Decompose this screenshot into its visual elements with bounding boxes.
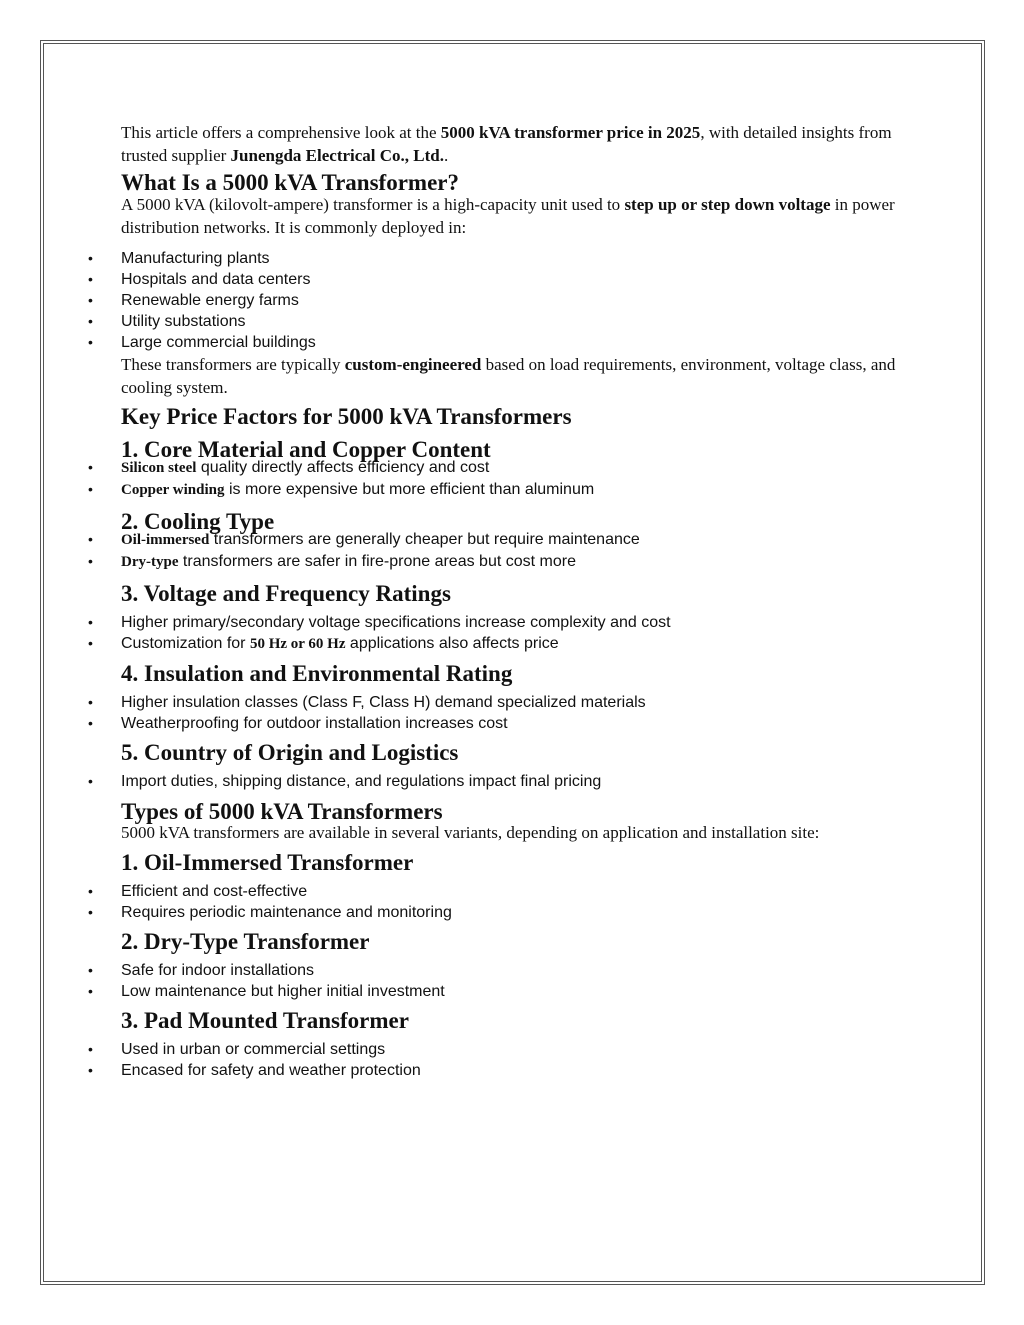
what-paragraph bbox=[0, 193, 1024, 239]
bullet-icon: • bbox=[88, 531, 93, 547]
list-item-text: Used in urban or commercial settings bbox=[121, 1041, 386, 1058]
intro-text-mid: , with detailed insights from trusted supplier bbox=[121, 123, 892, 165]
list-item-text: Low maintenance but higher initial investment bbox=[121, 983, 445, 1000]
list-item bbox=[0, 692, 1024, 713]
list-item bbox=[0, 551, 1024, 573]
list-item bbox=[0, 1039, 1024, 1060]
bullet-icon: • bbox=[88, 1041, 93, 1057]
list-item-bold: Silicon steel bbox=[121, 460, 197, 476]
list-item bbox=[0, 633, 1024, 655]
list-item-text: Large commercial buildings bbox=[121, 334, 316, 351]
bullet-icon: • bbox=[88, 334, 93, 350]
list-item-text: Efficient and cost-effective bbox=[121, 883, 308, 900]
country-origin-list bbox=[0, 771, 1024, 792]
what-bold: step up or step down voltage bbox=[624, 195, 831, 214]
heading-oil-immersed: 1. Oil-Immersed Transformer bbox=[121, 850, 414, 875]
list-item-text: is more expensive but more efficient than aluminum bbox=[224, 481, 595, 498]
heading-cooling-type: 2. Cooling Type bbox=[121, 509, 275, 534]
list-item-bold: 50 Hz or 60 Hz bbox=[249, 636, 346, 652]
bullet-icon: • bbox=[88, 904, 93, 920]
bullet-icon: • bbox=[88, 614, 93, 630]
list-item bbox=[0, 612, 1024, 633]
list-item-text: Requires periodic maintenance and monitoring bbox=[121, 904, 452, 921]
bullet-icon: • bbox=[88, 292, 93, 308]
bullet-icon: • bbox=[88, 250, 93, 266]
dry-type-list bbox=[0, 960, 1024, 1002]
list-item-text: transformers are safer in fire-prone areas but cost more bbox=[178, 553, 576, 570]
bullet-icon: • bbox=[88, 313, 93, 329]
note-text-end: based on load requirements, environment, voltage class, and cooling system. bbox=[121, 355, 896, 397]
list-item bbox=[0, 771, 1024, 792]
bullet-icon: • bbox=[88, 773, 93, 789]
what-text: A 5000 kVA (kilovolt-ampere) transformer is a high-capacity unit used to bbox=[121, 195, 625, 214]
bullet-icon: • bbox=[88, 1062, 93, 1078]
note-bold: custom-engineered bbox=[344, 355, 482, 374]
intro-text-end: . bbox=[444, 146, 449, 165]
list-item-text: Renewable energy farms bbox=[121, 292, 299, 309]
list-item-text: Hospitals and data centers bbox=[121, 271, 311, 288]
bullet-icon: • bbox=[88, 481, 93, 497]
heading-voltage-frequency: 3. Voltage and Frequency Ratings bbox=[121, 581, 451, 606]
bullet-icon: • bbox=[88, 459, 93, 475]
heading-types: Types of 5000 kVA Transformers bbox=[121, 799, 443, 824]
list-item bbox=[0, 1060, 1024, 1081]
list-item-text: Higher primary/secondary voltage specifications increase complexity and cost bbox=[121, 614, 671, 631]
voltage-frequency-list bbox=[0, 612, 1024, 655]
bullet-icon: • bbox=[88, 983, 93, 999]
list-item-text: Customization for bbox=[121, 635, 250, 652]
list-item-text: Higher insulation classes (Class F, Class H) demand specialized materials bbox=[121, 694, 646, 711]
note-text: These transformers are typically bbox=[121, 355, 345, 374]
list-item bbox=[0, 457, 1024, 479]
pad-mounted-list bbox=[0, 1039, 1024, 1081]
list-item-text: Utility substations bbox=[121, 313, 246, 330]
list-item bbox=[0, 981, 1024, 1002]
heading-country-origin: 5. Country of Origin and Logistics bbox=[121, 740, 459, 765]
list-item bbox=[0, 960, 1024, 981]
types-intro-paragraph: 5000 kVA transformers are available in several variants, depending on application and installation site: bbox=[121, 823, 820, 842]
heading-dry-type: 2. Dry-Type Transformer bbox=[121, 929, 370, 954]
list-item-text: Import duties, shipping distance, and regulations impact final pricing bbox=[121, 773, 602, 790]
list-item bbox=[0, 269, 1024, 290]
list-item bbox=[0, 529, 1024, 551]
document-body bbox=[0, 121, 1024, 1081]
oil-immersed-list bbox=[0, 881, 1024, 923]
list-item bbox=[0, 290, 1024, 311]
bullet-icon: • bbox=[88, 553, 93, 569]
intro-paragraph bbox=[0, 121, 1024, 167]
list-item-text: transformers are generally cheaper but require maintenance bbox=[209, 531, 640, 548]
bullet-icon: • bbox=[88, 694, 93, 710]
list-item-text: quality directly affects efficiency and cost bbox=[196, 459, 490, 476]
list-item-text: Safe for indoor installations bbox=[121, 962, 314, 979]
list-item bbox=[0, 713, 1024, 734]
list-item bbox=[0, 311, 1024, 332]
custom-note-paragraph bbox=[0, 353, 1024, 399]
bullet-icon: • bbox=[88, 271, 93, 287]
list-item-text: Manufacturing plants bbox=[121, 250, 270, 267]
cooling-type-list bbox=[0, 529, 1024, 573]
what-text-end: in power distribution networks. It is commonly deployed in: bbox=[121, 195, 895, 237]
list-item-bold: Dry-type bbox=[121, 554, 179, 570]
heading-what-is: What Is a 5000 kVA Transformer? bbox=[121, 170, 459, 195]
list-item-text: Encased for safety and weather protection bbox=[121, 1062, 421, 1079]
list-item bbox=[0, 248, 1024, 269]
list-item bbox=[0, 479, 1024, 501]
heading-price-factors: Key Price Factors for 5000 kVA Transformers bbox=[121, 404, 572, 429]
heading-insulation: 4. Insulation and Environmental Rating bbox=[121, 661, 513, 686]
intro-bold-price: 5000 kVA transformer price in 2025 bbox=[440, 123, 701, 142]
deployment-list bbox=[0, 248, 1024, 353]
intro-bold-supplier: Junengda Electrical Co., Ltd. bbox=[230, 146, 444, 165]
bullet-icon: • bbox=[88, 883, 93, 899]
list-item bbox=[0, 902, 1024, 923]
bullet-icon: • bbox=[88, 635, 93, 651]
list-item-text: Weatherproofing for outdoor installation increases cost bbox=[121, 715, 508, 732]
list-item-bold: Copper winding bbox=[121, 482, 225, 498]
intro-text: This article offers a comprehensive look at the bbox=[121, 123, 441, 142]
list-item bbox=[0, 332, 1024, 353]
heading-pad-mounted: 3. Pad Mounted Transformer bbox=[121, 1008, 409, 1033]
bullet-icon: • bbox=[88, 715, 93, 731]
bullet-icon: • bbox=[88, 962, 93, 978]
heading-core-material: 1. Core Material and Copper Content bbox=[121, 437, 491, 462]
list-item-bold: Oil-immersed bbox=[121, 532, 210, 548]
list-item-text: applications also affects price bbox=[345, 635, 559, 652]
list-item bbox=[0, 881, 1024, 902]
core-material-list bbox=[0, 457, 1024, 501]
insulation-list bbox=[0, 692, 1024, 734]
